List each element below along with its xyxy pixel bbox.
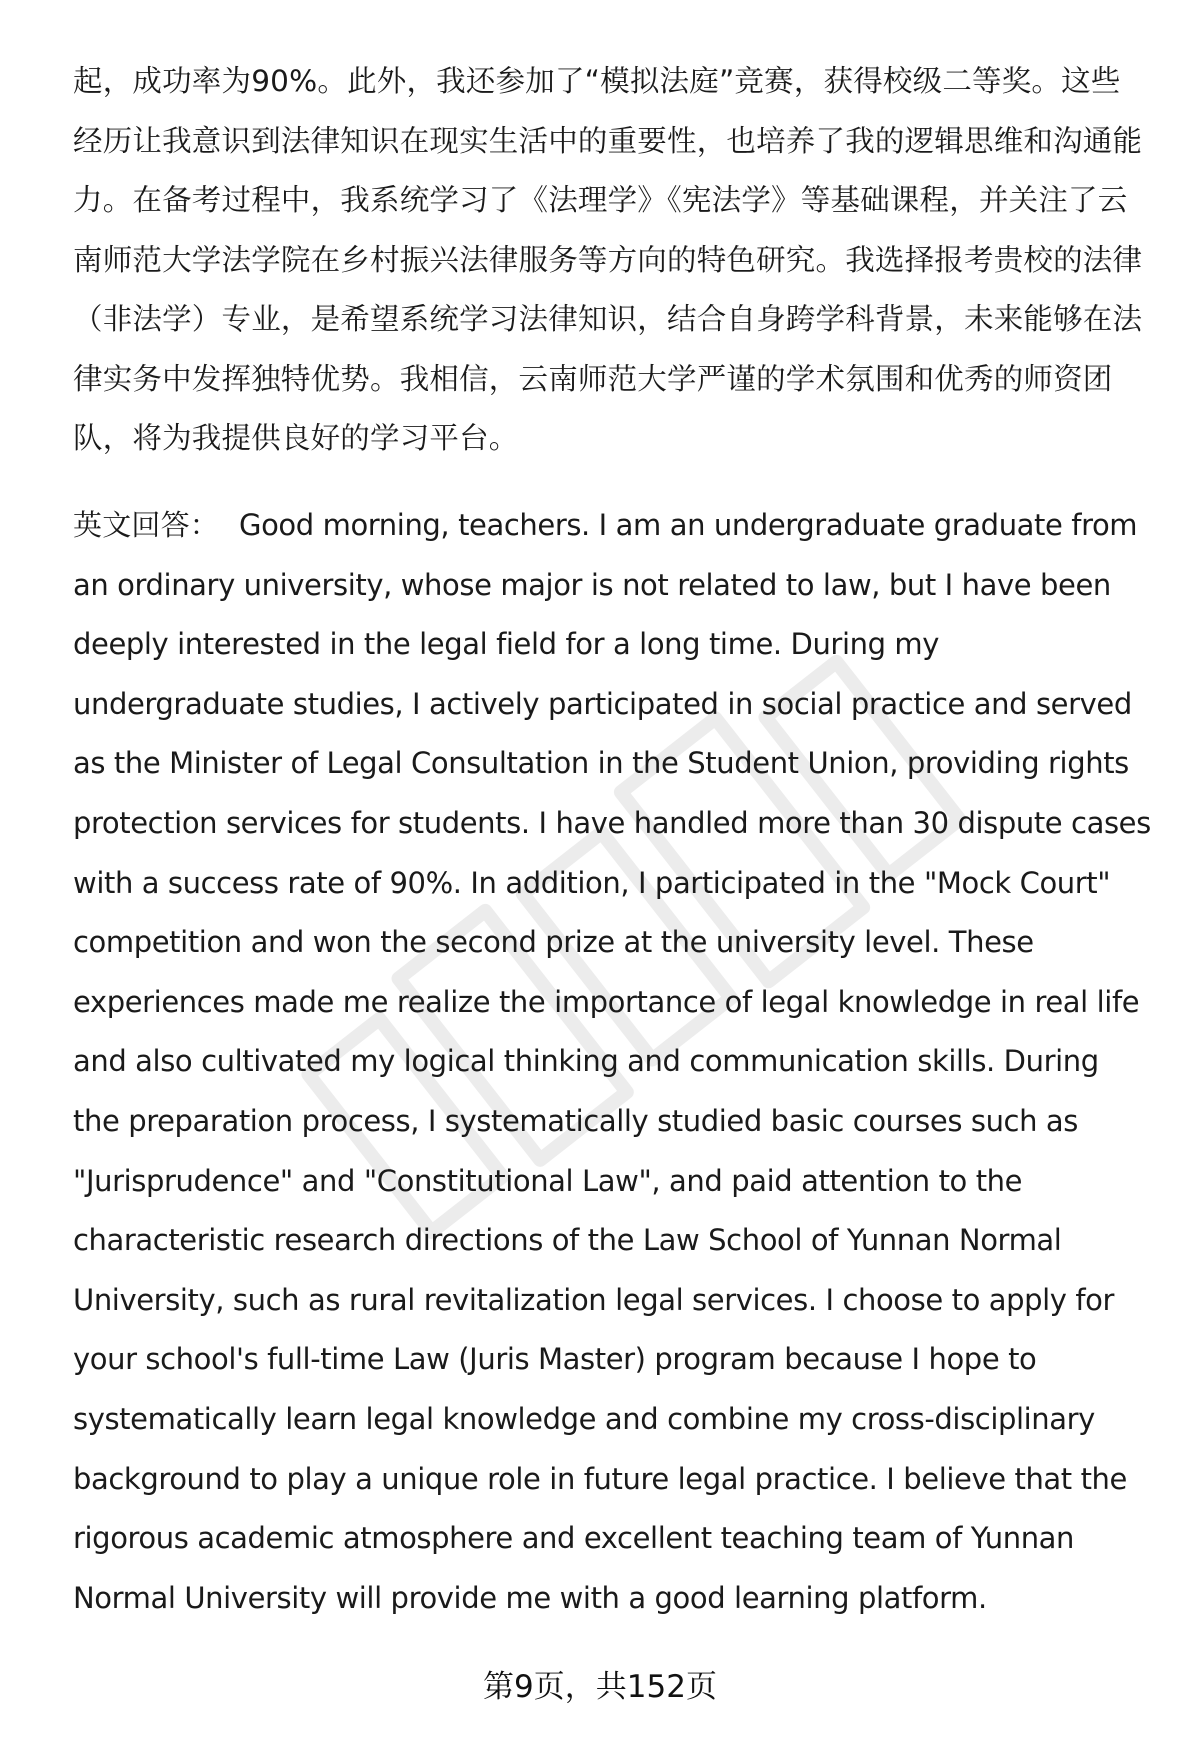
chinese-paragraph [73,52,1145,469]
text-line: deeply interested in the legal field for a long time. During my [73,627,940,662]
text-line: systematically learn legal knowledge and combine my cross-disciplinary [73,1401,1095,1436]
english-first-line [73,496,1153,556]
text-line: 队，将为我提供良好的学习平台。 [73,421,519,455]
text-line: 南师范大学法学院在乡村振兴法律服务等方向的特色研究。我选择报考贵校的法律 [73,242,1143,277]
text-line: competition and won the second prize at the university level. These [73,925,1034,960]
text-line: background to play a unique role in future legal practice. I believe that the [73,1461,1127,1496]
text-line: your school's full-time Law (Juris Master) program because I hope to [73,1342,1037,1377]
text-line: an ordinary university, whose major is not related to law, but I have been [73,567,1111,602]
text-line: 力。在备考过程中，我系统学习了《法理学》《宪法学》等基础课程，并关注了云 [73,183,1128,217]
page-number: 第9页，共152页 [483,1669,717,1705]
text-line: with a success rate of 90%. In addition, I participated in the "Mock Court" [73,865,1111,900]
text-line: Good morning, teachers. I am an undergraduate graduate from [239,508,1138,542]
text-line: experiences made me realize the importance of legal knowledge in real life [73,984,1140,1019]
english-answer-label: 英文回答： [73,508,220,542]
text-line: 起，成功率为90%。此外，我还参加了“模拟法庭”竞赛，获得校级二等奖。这些 [73,64,1121,98]
text-line: University, such as rural revitalization legal services. I choose to apply for [73,1282,1115,1317]
text-line: characteristic research directions of the Law School of Yunnan Normal [73,1223,1062,1258]
text-line: "Jurisprudence" and "Constitutional Law", and paid attention to the [73,1163,1023,1198]
text-line: protection services for students. I have handled more than 30 dispute cases [73,805,1151,840]
text-line: rigorous academic atmosphere and excellent teaching team of Yunnan [73,1521,1075,1556]
text-line: 律实务中发挥独特优势。我相信，云南师范大学严谨的学术氛围和优秀的师资团 [73,361,1113,396]
text-line: 经历让我意识到法律知识在现实生活中的重要性，也培养了我的逻辑思维和沟通能 [73,123,1143,158]
text-line: Normal University will provide me with a good learning platform. [73,1580,987,1615]
text-line: undergraduate studies, I actively participated in social practice and served [73,686,1132,721]
text-line: （非法学）专业，是希望系统学习法律知识，结合自身跨学科背景，未来能够在法 [73,302,1143,336]
text-line: and also cultivated my logical thinking and communication skills. During [73,1044,1099,1079]
text-line: the preparation process, I systematically studied basic courses such as [73,1103,1078,1138]
text-line: as the Minister of Legal Consultation in the Student Union, providing rights [73,746,1129,781]
english-answer [73,496,1153,1628]
